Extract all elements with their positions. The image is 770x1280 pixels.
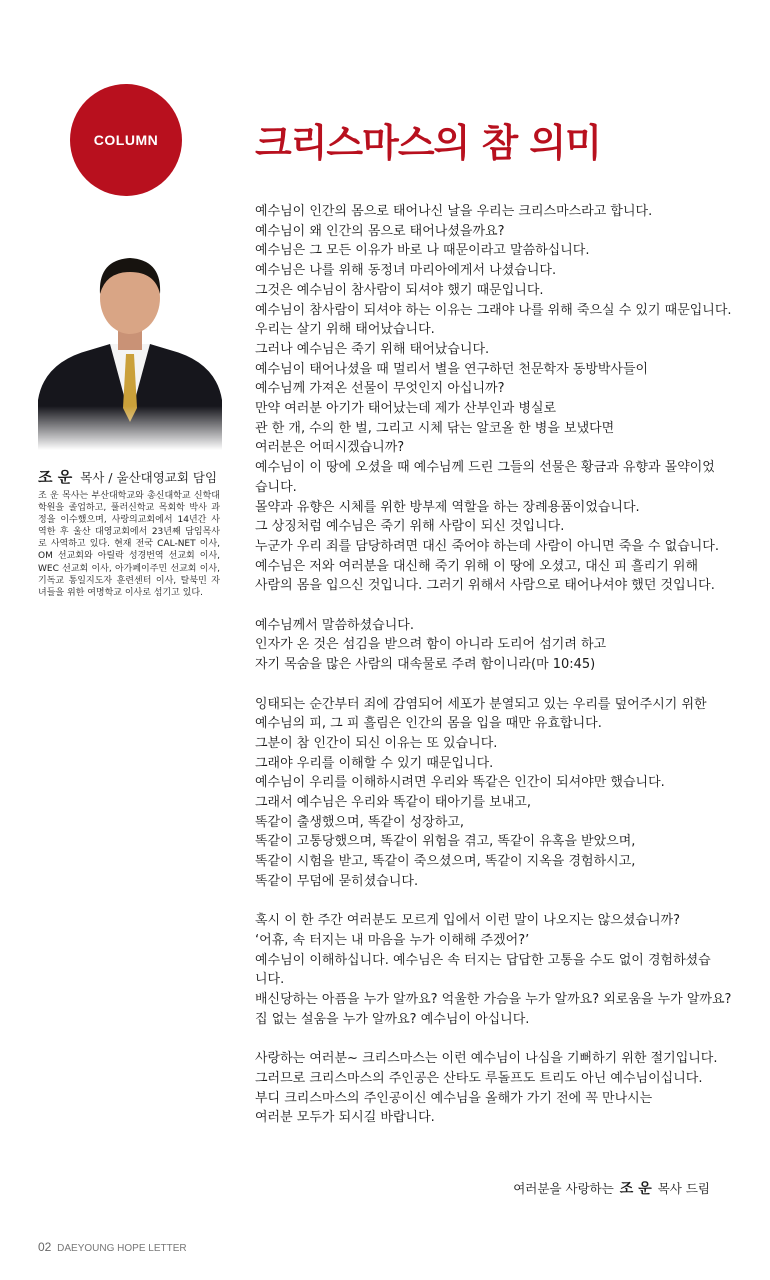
- body-line: 예수님은 나를 위해 동정녀 마리아에게서 나셨습니다.: [255, 263, 557, 279]
- author-name: 조 운: [38, 468, 73, 486]
- body-line: 여러분 모두가 되시길 바랍니다.: [255, 1110, 435, 1126]
- column-badge-label: COLUMN: [93, 132, 159, 148]
- body-line: 그분이 참 인간이 되신 이유는 또 있습니다.: [255, 735, 498, 751]
- author-photo: [38, 250, 222, 450]
- body-line: 관 한 개, 수의 한 벌, 그리고 시체 닦는 알코올 한 병을 보냈다면: [255, 420, 615, 436]
- body-line: 부디 크리스마스의 주인공이신 예수님을 올해가 가기 전에 꼭 만나시는: [255, 1090, 653, 1106]
- author-role: 목사 / 울산대영교회 담임: [80, 470, 218, 485]
- body-line: 그러나 예수님은 죽기 위해 태어났습니다.: [255, 341, 490, 357]
- body-line: 몰약과 유향은 시체를 위한 방부제 역할을 하는 장례용품이었습니다.: [255, 499, 640, 515]
- body-line: 사람의 몸을 입으신 것입니다. 그러기 위해서 사람으로 태어나셔야 했던 것입니다.: [255, 578, 715, 594]
- signature-name: 조 운: [619, 1181, 652, 1197]
- body-line: 그러므로 크리스마스의 주인공은 산타도 루돌프도 트리도 아닌 예수님이십니다.: [255, 1070, 703, 1086]
- body-line: 예수님은 그 모든 이유가 바로 나 때문이라고 말씀하십니다.: [255, 243, 590, 259]
- signature-suffix: 목사 드림: [657, 1181, 710, 1196]
- body-line: 인자가 온 것은 섬김을 받으려 함이 아니라 도리어 섬기려 하고: [255, 637, 607, 653]
- publication-name: DAEYOUNG HOPE LETTER: [57, 1243, 187, 1254]
- paragraph-gap: [255, 1029, 725, 1049]
- body-line: 집 없는 설움을 누가 알까요? 예수님이 아십니다.: [255, 1011, 530, 1027]
- body-line: 예수님이 참사람이 되셔야 하는 이유는 그래야 나를 위해 죽으실 수 있기 때문입니다.: [255, 302, 732, 318]
- body-line: ‘어휴, 속 터지는 내 마음을 누가 이해해 주겠어?’: [255, 932, 530, 948]
- body-line: 예수님이 태어나셨을 때 멀리서 별을 연구하던 천문학자 동방박사들이: [255, 361, 649, 377]
- body-line: 그것은 예수님이 참사람이 되셔야 했기 때문입니다.: [255, 282, 544, 298]
- body-line: 예수님이 인간의 몸으로 태어나신 날을 우리는 크리스마스라고 합니다.: [255, 204, 653, 219]
- body-line: 똑같이 시험을 받고, 똑같이 죽으셨으며, 똑같이 지옥을 경험하시고,: [255, 854, 636, 870]
- body-line: 만약 여러분 아기가 태어났는데 제가 산부인과 병실로: [255, 401, 557, 417]
- author-bio: 조 운 목사는 부산대학교와 총신대학교 신학대학원을 졸업하고, 풀러신학교 목회학 박사 과정을 이수했으며, 사랑의교회에서 14년간 사역한 후 울산 대영교회에서 23년째 담임목사로 사역하고 있다. 현재 전국 CAL-NET 이사, OM 선교회와 아릴락 성경번역 선교회 이사, WEC 선교회 이사, 아가페이주민 선교회 이사, 기독교 통일지도자 훈련센터 이사, 탈북민 자녀들을 위한 여명학교 이사로 섬기고 있다.: [38, 491, 220, 598]
- body-line: 똑같이 출생했으며, 똑같이 성장하고,: [255, 814, 465, 830]
- body-line: 예수님의 피, 그 피 흘림은 인간의 몸을 입을 때만 유효합니다.: [255, 716, 602, 732]
- paragraph-gap: [255, 675, 725, 695]
- body-line: 똑같이 무덤에 묻히셨습니다.: [255, 873, 419, 889]
- body-line: 예수님께 가져온 선물이 무엇인지 아십니까?: [255, 381, 505, 397]
- body-line: 자기 목숨을 많은 사람의 대속물로 주려 함이니라(마 10:45): [255, 657, 596, 673]
- signature-prefix: 여러분을 사랑하는: [513, 1181, 614, 1196]
- body-line: 습니다.: [255, 479, 297, 495]
- body-line: 누군가 우리 죄를 담당하려면 대신 죽어야 하는데 사람이 아니면 죽을 수 없습니다.: [255, 538, 720, 554]
- body-line: 예수님은 저와 여러분을 대신해 죽기 위해 이 땅에 오셨고, 대신 피 흘리기 위해: [255, 558, 699, 574]
- paragraph-gap: [255, 596, 725, 616]
- paragraph-gap: [255, 892, 725, 912]
- page-number: 02: [38, 1240, 52, 1254]
- body-line: 배신당하는 아픔을 누가 알까요? 억울한 가슴을 누가 알까요? 외로움을 누가 알까요?: [255, 992, 732, 1008]
- body-line: 그 상징처럼 예수님은 죽기 위해 사람이 되신 것입니다.: [255, 519, 565, 535]
- body-line: 혹시 이 한 주간 여러분도 모르게 입에서 이런 말이 나오지는 않으셨습니까?: [255, 913, 680, 929]
- author-heading: [38, 466, 228, 487]
- body-line: 사랑하는 여러분~ 크리스마스는 이런 예수님이 나심을 기뻐하기 위한 절기입니다.: [255, 1051, 718, 1067]
- signature: [513, 1178, 710, 1198]
- body-line: 여러분은 어떠시겠습니까?: [255, 440, 405, 456]
- body-line: 잉태되는 순간부터 죄에 감염되어 세포가 분열되고 있는 우리를 덮어주시기 위한: [255, 696, 707, 712]
- body-line: 니다.: [255, 972, 285, 988]
- page-footer: [38, 1240, 187, 1254]
- body-line: 예수님이 이해하십니다. 예수님은 속 터지는 답답한 고통을 수도 없이 경험하셨습: [255, 952, 711, 968]
- body-line: 예수님이 이 땅에 오셨을 때 예수님께 드린 그들의 선물은 황금과 유향과 몰약이었: [255, 460, 715, 476]
- body-line: 그래서 예수님은 우리와 똑같이 태아기를 보내고,: [255, 795, 531, 811]
- body-line: 똑같이 고통당했으며, 똑같이 위험을 겪고, 똑같이 유혹을 받았으며,: [255, 834, 636, 850]
- column-body: [255, 202, 732, 1128]
- body-line: 그래야 우리를 이해할 수 있기 때문입니다.: [255, 755, 494, 771]
- body-line: 예수님께서 말씀하셨습니다.: [255, 617, 414, 633]
- column-badge: [70, 84, 182, 196]
- body-line: 예수님이 우리를 이해하시려면 우리와 똑같은 인간이 되셔야만 했습니다.: [255, 775, 665, 791]
- body-line: 예수님이 왜 인간의 몸으로 태어나셨을까요?: [255, 223, 505, 239]
- body-line: 우리는 살기 위해 태어났습니다.: [255, 322, 435, 338]
- page-title: 크리스마스의 참 의미: [255, 120, 601, 165]
